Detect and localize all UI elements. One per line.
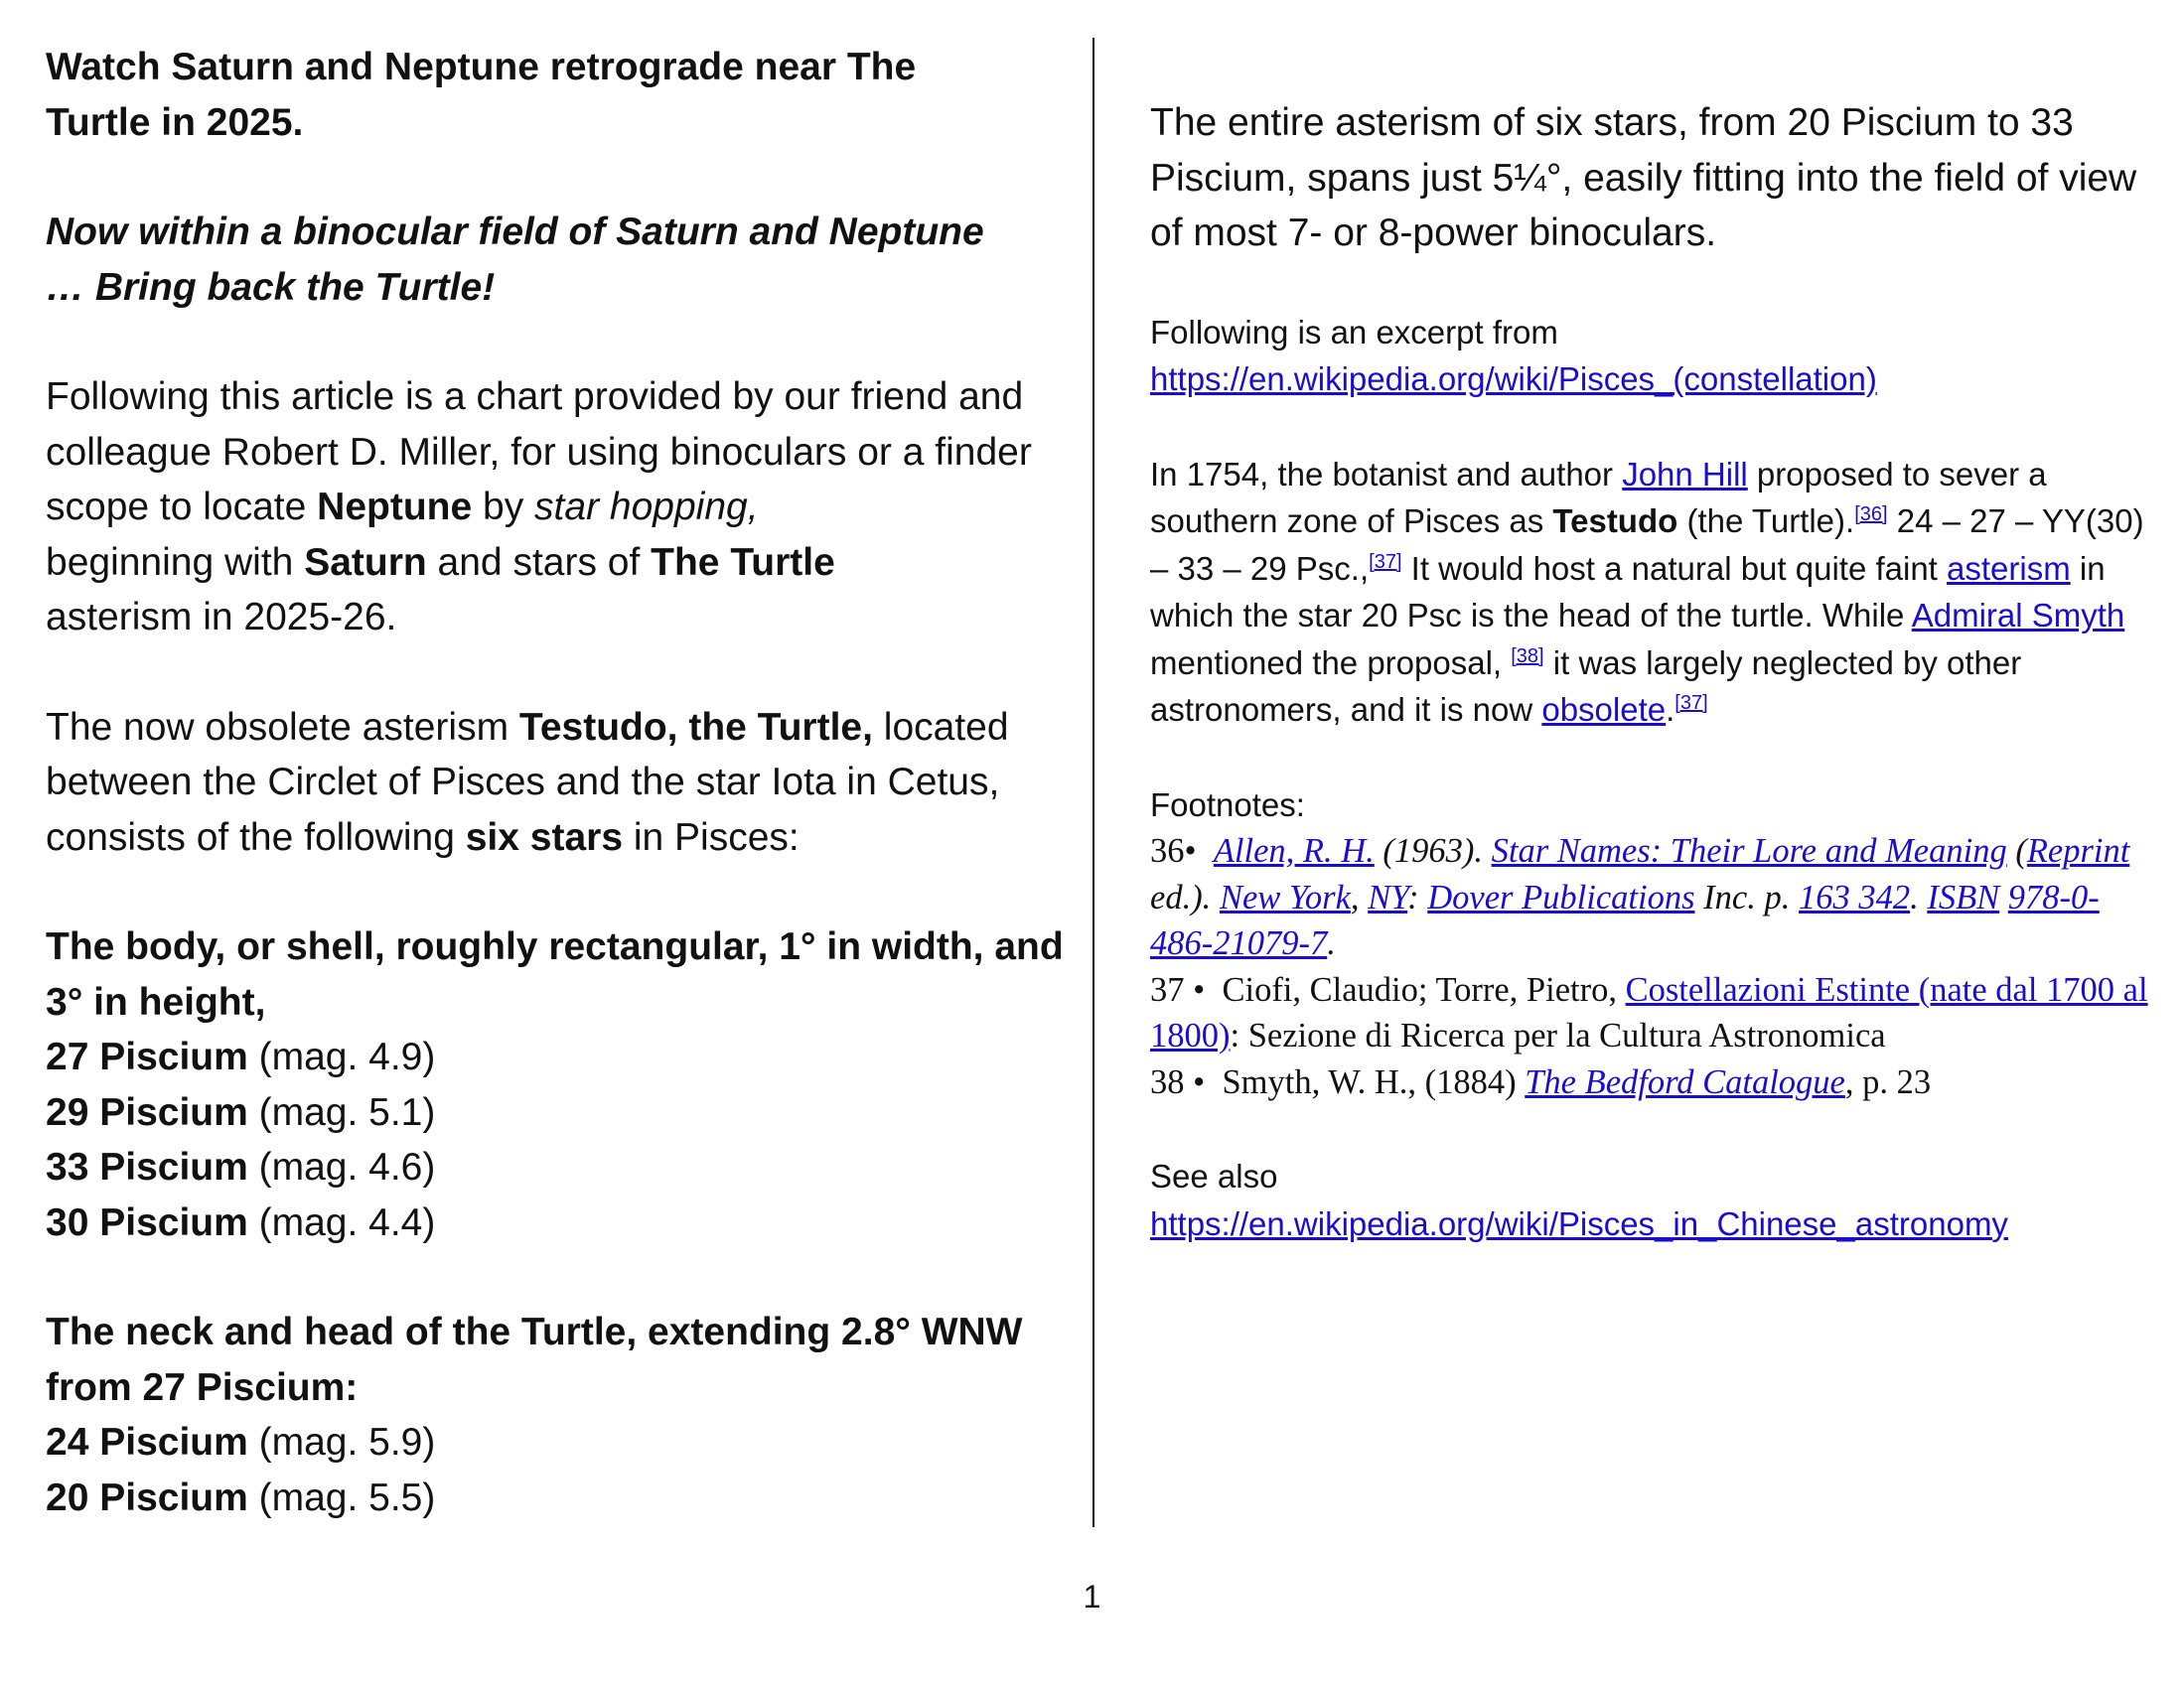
bedford-catalogue-link[interactable]: The Bedford Catalogue	[1525, 1062, 1845, 1101]
ref-37b-link[interactable]: [37]	[1674, 692, 1708, 714]
span-paragraph: The entire asterism of six stars, from 20 Piscium to 33 Piscium, spans just 5¼°, easily fitting into the field of view of most 7- or 8-power binoculars.	[1150, 101, 2137, 254]
article-subtitle: Now within a binocular field of Saturn and Neptune … Bring back the Turtle!	[46, 211, 984, 309]
body-heading: The body, or shell, roughly rectangular, 1° in width, and 3° in height,	[46, 925, 1064, 1024]
article-title: Watch Saturn and Neptune retrograde near The Turtle in 2025.	[46, 46, 917, 144]
footnote-37: 37 • Ciofi, Claudio; Torre, Pietro, Costellazioni Estinte (nate dal 1700 al 1800): Sezione di Ricerca per la Cultura Astronomica	[1150, 970, 2148, 1055]
right-column	[1150, 95, 2153, 1247]
footnote-36: 36• Allen, R. H. (1963). Star Names: Their Lore and Meaning (Reprint ed.). New York, NY: Dover Publications Inc. p. 163 342. ISBN 978-0-486-21079-7.	[1150, 832, 2130, 962]
pages-link[interactable]: 163 342	[1798, 878, 1911, 916]
asterism-link[interactable]: asterism	[1947, 549, 2071, 587]
see-also-label: See also	[1150, 1158, 1278, 1195]
isbn-label-link[interactable]: ISBN	[1927, 878, 2000, 916]
isbn-link[interactable]: 978-0-486-21079-7	[1150, 878, 2100, 962]
neck-heading: The neck and head of the Turtle, extending 2.8° WNW from 27 Piscium:	[46, 1311, 1023, 1409]
ref-36-link[interactable]: [36]	[1854, 503, 1888, 525]
pisces-wiki-link[interactable]: https://en.wikipedia.org/wiki/Pisces_(constellation)	[1150, 360, 1877, 397]
list-item: 27 Piscium (mag. 4.9)	[46, 1036, 436, 1078]
intro-paragraph: Following this article is a chart provided by our friend and colleague Robert D. Miller, for using binoculars or a finder scope to locate Neptune by star hopping, beginning with Saturn and stars of The Turtle asterism in 2025-26.	[46, 375, 1032, 638]
body-star-list	[46, 1030, 1069, 1250]
new-york-link[interactable]: New York	[1219, 878, 1351, 916]
list-item: 24 Piscium (mag. 5.9)	[46, 1421, 436, 1464]
list-item: 33 Piscium (mag. 4.6)	[46, 1146, 436, 1189]
footnote-38: 38 • Smyth, W. H., (1884) The Bedford Catalogue, p. 23	[1150, 1062, 1932, 1101]
reprint-link[interactable]: Reprint	[2026, 832, 2130, 870]
page-number: 1	[1083, 1579, 1101, 1615]
obsolete-link[interactable]: obsolete	[1541, 691, 1667, 728]
wiki-excerpt: In 1754, the botanist and author John Hill proposed to sever a southern zone of Pisces as Testudo (the Turtle).[36] 24 – 27 – YY(30) – 33 – 29 Psc.,[37] It would host a natural but quite faint asterism in which the star 20 Psc is the head of the turtle. While Admiral Smyth mentioned the proposal, [38] it was largely neglected by other astronomers, and it is now obsolete.[37]	[1150, 455, 2144, 728]
neck-star-list	[46, 1415, 1069, 1525]
ny-link[interactable]: NY	[1368, 878, 1408, 916]
list-item: 20 Piscium (mag. 5.5)	[46, 1476, 436, 1519]
john-hill-link[interactable]: John Hill	[1622, 455, 1748, 492]
left-column	[46, 40, 1069, 1525]
list-item: 30 Piscium (mag. 4.4)	[46, 1200, 436, 1244]
excerpt-label: Following is an excerpt from	[1150, 313, 1558, 351]
asterism-paragraph: The now obsolete asterism Testudo, the Turtle, located between the Circlet of Pisces and the star Iota in Cetus, consists of the following six stars in Pisces:	[46, 705, 1009, 859]
list-item: 29 Piscium (mag. 5.1)	[46, 1090, 436, 1134]
footnotes-label: Footnotes:	[1150, 785, 1305, 823]
costellazioni-link[interactable]: Costellazioni Estinte (nate dal 1700 al 1800)	[1150, 970, 2148, 1055]
admiral-smyth-link[interactable]: Admiral Smyth	[1911, 597, 2125, 633]
dover-link[interactable]: Dover Publications	[1427, 878, 1695, 916]
chinese-astronomy-link[interactable]: https://en.wikipedia.org/wiki/Pisces_in_Chinese_astronomy	[1150, 1204, 2008, 1242]
column-divider	[1092, 38, 1094, 1527]
star-names-link[interactable]: Star Names: Their Lore and Meaning	[1491, 832, 2007, 870]
ref-37-link[interactable]: [37]	[1369, 550, 1402, 573]
ref-38-link[interactable]: [38]	[1511, 644, 1544, 667]
allen-link[interactable]: Allen, R. H.	[1213, 832, 1375, 870]
